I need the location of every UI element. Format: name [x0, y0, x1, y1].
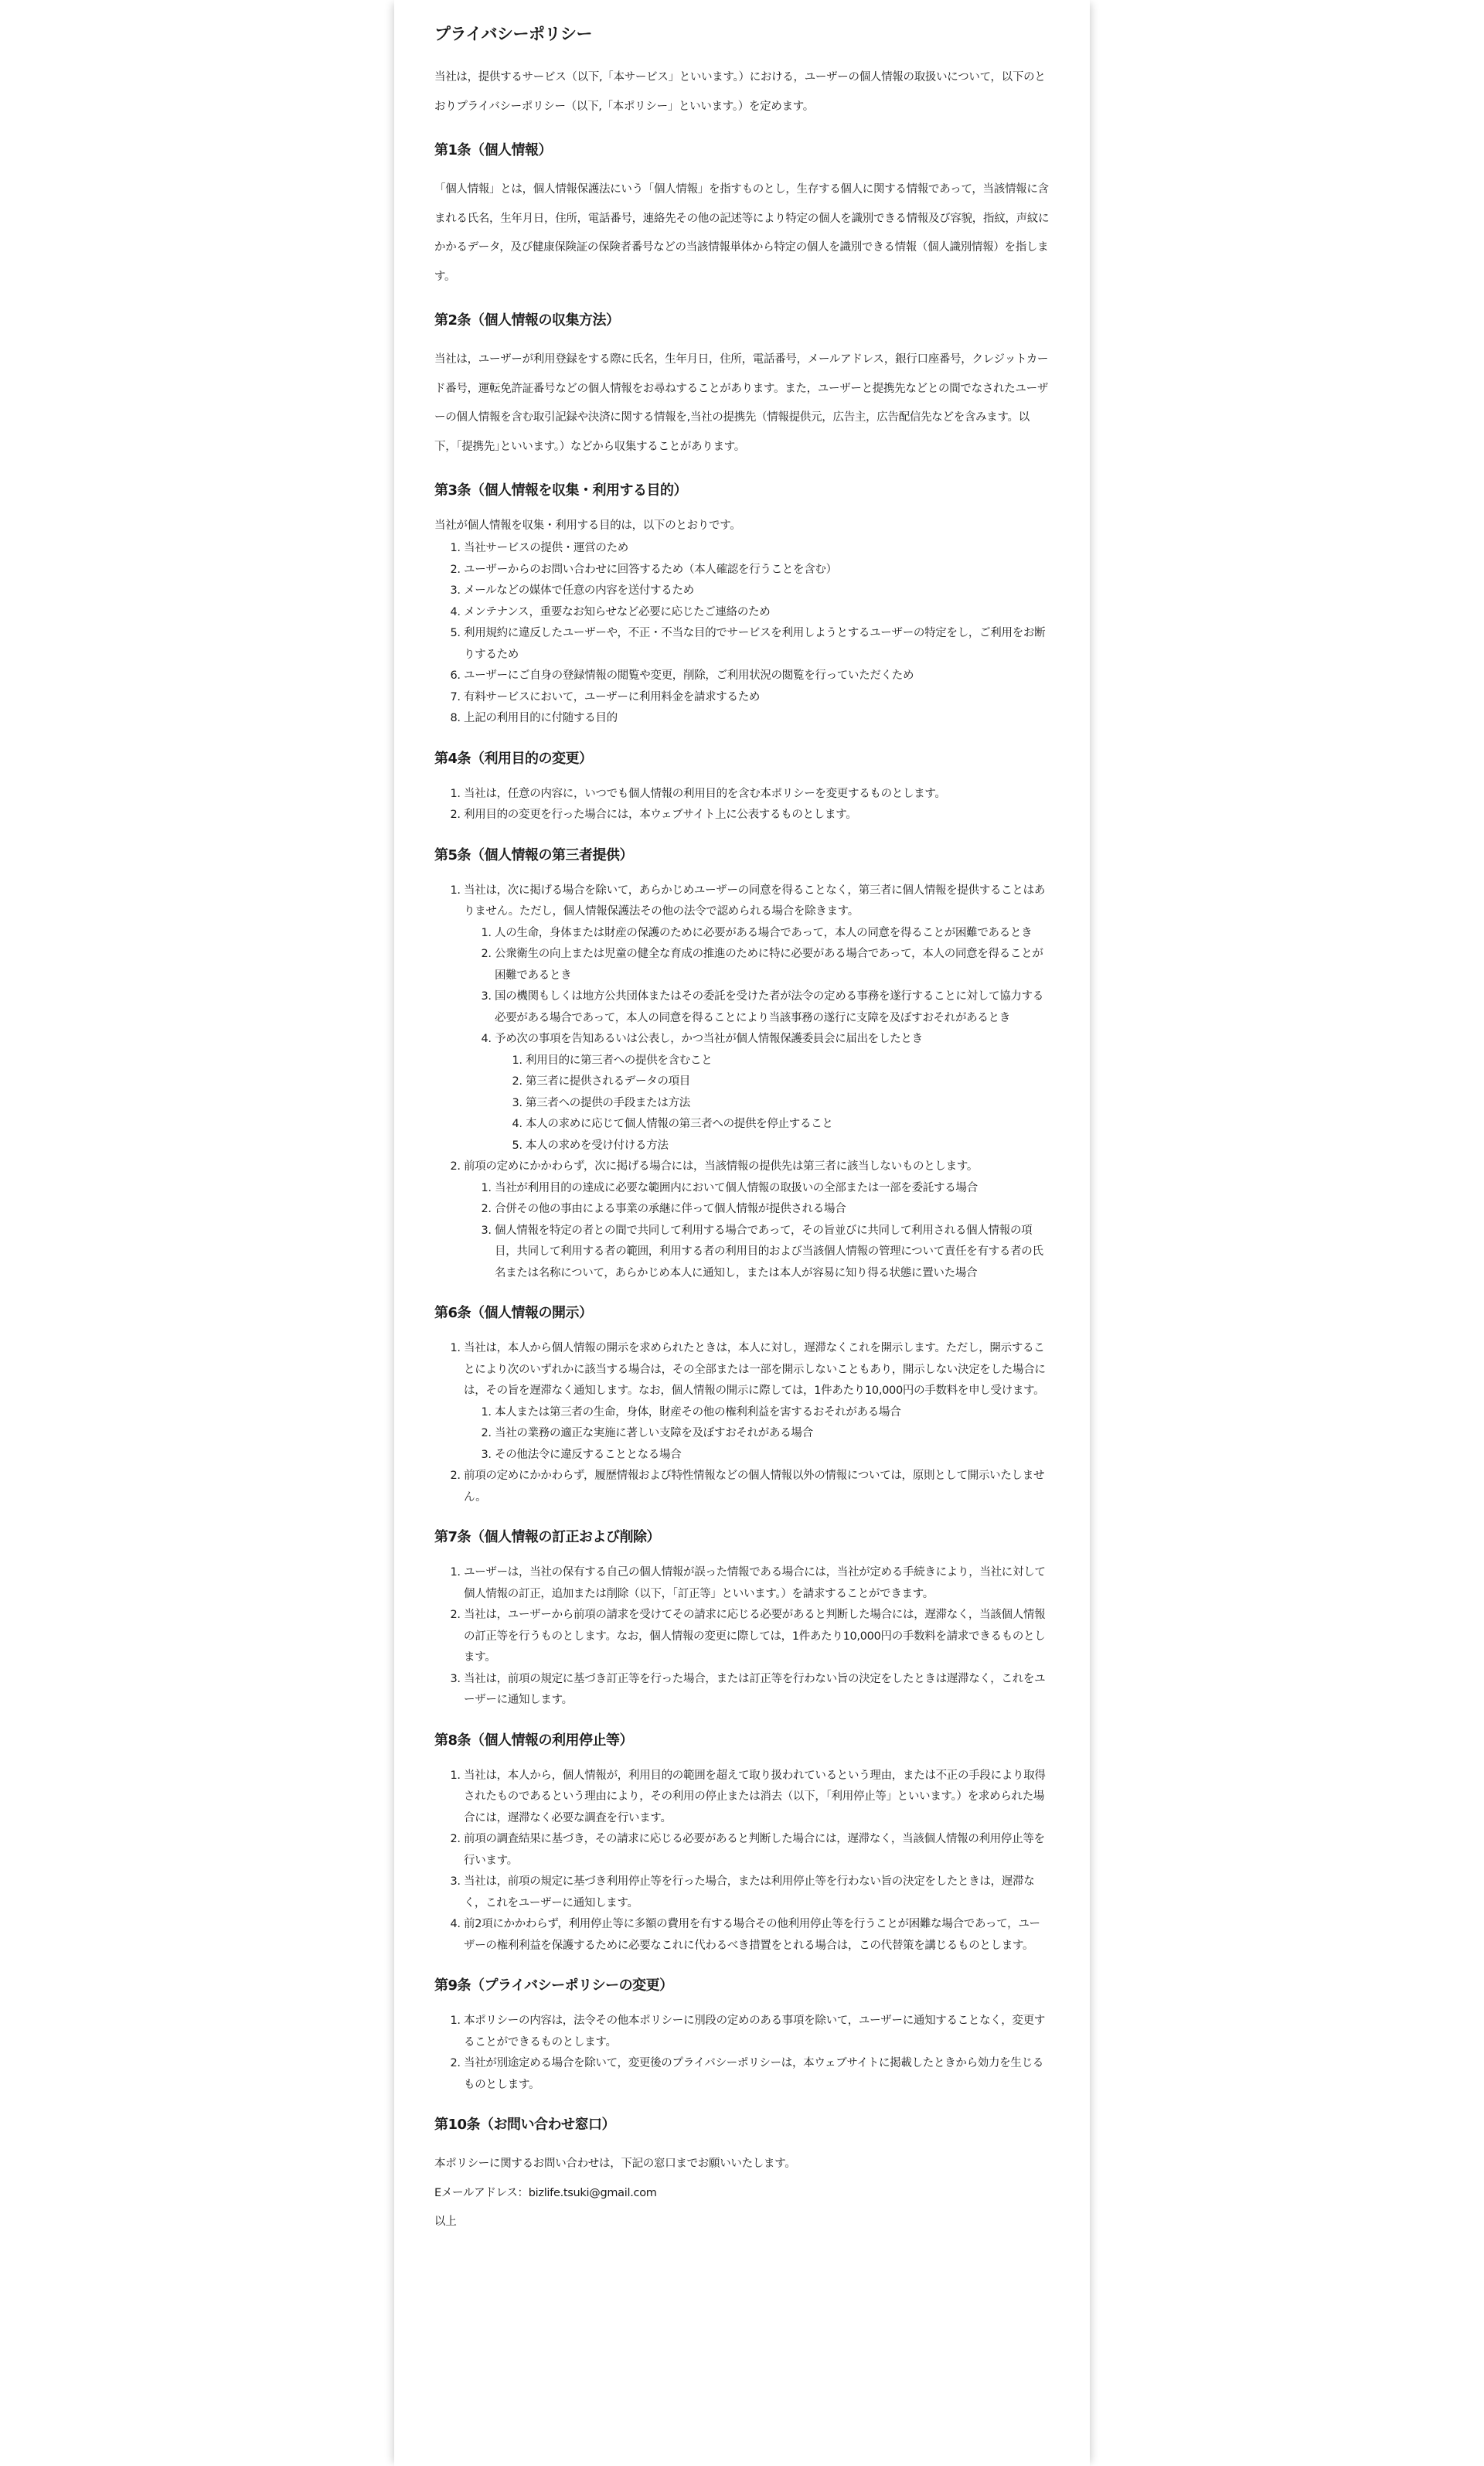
- article-2: [434, 310, 1050, 462]
- email-label: Eメールアドレス：: [434, 2186, 529, 2199]
- article-heading: 第6条（個人情報の開示）: [434, 1305, 593, 1321]
- list-item-text: 前項の定めにかかわらず，次に掲げる場合には，当該情報の提供先は第三者に該当しないものとします。: [464, 1160, 979, 1173]
- article-body: 当社は，ユーザーが利用登録をする際に氏名，生年月日，住所，電話番号，メールアドレス，銀行口座番号，クレジットカード番号，運転免許証番号などの個人情報をお尋ねすることがあります。また，ユーザーと提携先などとの間でなされたユーザーの個人情報を含む取引記録や決済に関する情報を,当社の提携先（情報提供元，広告主，広告配信先などを含みます。以下，｢提携先｣といいます。）などから収集することがあります。: [434, 353, 1049, 453]
- article-heading: 第2条（個人情報の収集方法）: [434, 312, 620, 329]
- article-7: [434, 1527, 1050, 1712]
- sub-list-item: 1. 人の生命，身体または財産の保護のために必要がある場合であって，本人の同意を得ることが困難であるとき: [495, 923, 1050, 945]
- list-item-text: 当社は，次に掲げる場合を除いて，あらかじめユーザーの同意を得ることなく，第三者に個人情報を提供することはありません。ただし，個人情報保護法その他の法令で認められる場合を除きます。: [464, 884, 1046, 918]
- article-heading: 第1条（個人情報）: [434, 142, 553, 158]
- list-item: [464, 880, 1050, 1157]
- sub-sub-list-item: 1. 利用目的に第三者への提供を含むこと: [526, 1051, 1050, 1072]
- sub-list-item-text: 予め次の事項を告知あるいは公表し，かつ当社が個人情報保護委員会に届出をしたとき: [495, 1033, 923, 1045]
- article-4: [434, 748, 1050, 826]
- closing-text: 以上: [434, 2216, 457, 2228]
- sub-list: [464, 1402, 1050, 1466]
- list-item: [464, 1156, 1050, 1284]
- list-item: 3. 当社は，前項の規定に基づき訂正等を行った場合，または訂正等を行わない旨の決定をしたときは遅滞なく，これをユーザーに通知します。: [464, 1669, 1050, 1712]
- list-item: [464, 1338, 1050, 1466]
- sub-sub-list-item: 4. 本人の求めに応じて個人情報の第三者への提供を停止すること: [526, 1114, 1050, 1136]
- list-item: 3. メールなどの媒体で任意の内容を送付するため: [464, 581, 1050, 602]
- intro-paragraph: 当社は，提供するサービス（以下,「本サービス」といいます。）における，ユーザーの個人情報の取扱いについて，以下のとおりプライバシーポリシー（以下,「本ポリシー」といいます。）を定めます。: [434, 71, 1046, 113]
- article-heading: 第8条（個人情報の利用停止等）: [434, 1732, 634, 1749]
- sub-list-item: 3. 国の機関もしくは地方公共団体またはその委託を受けた者が法令の定める事務を遂行することに対して協力する必要がある場合であって，本人の同意を得ることにより当該事務の遂行に支障を及ぼすおそれがあるとき: [495, 986, 1050, 1029]
- sub-sub-list: [495, 1051, 1050, 1157]
- list-item: 1. ユーザーは，当社の保有する自己の個人情報が誤った情報である場合には，当社が定める手続きにより，当社に対して個人情報の訂正，追加または削除（以下，「訂正等」といいます。）を請求することができます。: [464, 1562, 1050, 1605]
- list-item: 5. 利用規約に違反したユーザーや，不正・不当な目的でサービスを利用しようとするユーザーの特定をし，ご利用をお断りするため: [464, 623, 1050, 666]
- sub-sub-list-item: 2. 第三者に提供されるデータの項目: [526, 1071, 1050, 1093]
- sub-list-item: 3. 個人情報を特定の者との間で共同して利用する場合であって，その旨並びに共同して利用される個人情報の項目，共同して利用する者の範囲，利用する者の利用目的および当該個人情報の管理について責任を有する者の氏名または名称について，あらかじめ本人に通知し，または本人が容易に知り得る状態に置いた場合: [495, 1221, 1050, 1285]
- list-item: 2. ユーザーからのお問い合わせに回答するため（本人確認を行うことを含む）: [464, 560, 1050, 581]
- article-body: 「個人情報」とは，個人情報保護法にいう「個人情報」を指すものとし，生存する個人に関する情報であって，当該情報に含まれる氏名，生年月日，住所，電話番号，連絡先その他の記述等により特定の個人を識別できる情報及び容貌，指紋，声紋にかかるデータ，及び健康保険証の保険者番号などの当該情報単体から特定の個人を識別できる情報（個人識別情報）を指します。: [434, 183, 1050, 283]
- article-list: [434, 784, 1050, 826]
- article-heading: 第10条（お問い合わせ窓口）: [434, 2117, 616, 2133]
- page-title: プライバシーポリシー: [434, 25, 592, 43]
- sub-list: [464, 1178, 1050, 1285]
- list-item: 2. 当社は，ユーザーから前項の請求を受けてその請求に応じる必要があると判断した場合には，遅滞なく，当該個人情報の訂正等を行うものとします。なお，個人情報の変更に際しては，1件あたり10,000円の手数料を請求できるものとします。: [464, 1605, 1050, 1669]
- article-3: [434, 480, 1050, 730]
- list-item: 8. 上記の利用目的に付随する目的: [464, 708, 1050, 730]
- article-list: [434, 1562, 1050, 1712]
- article-6: [434, 1303, 1050, 1508]
- list-item: 2. 利用目的の変更を行った場合には，本ウェブサイト上に公表するものとします。: [464, 805, 1050, 826]
- article-heading: 第4条（利用目的の変更）: [434, 750, 593, 767]
- article-heading: 第9条（プライバシーポリシーの変更）: [434, 1977, 673, 1994]
- article-heading: 第5条（個人情報の第三者提供）: [434, 846, 634, 863]
- article-10: [434, 2114, 1050, 2237]
- contact-lead: 本ポリシーに関するお問い合わせは，下記の窓口までお願いいたします。: [434, 2158, 796, 2170]
- sub-list-item: 2. 当社の業務の適正な実施に著しい支障を及ぼすおそれがある場合: [495, 1423, 1050, 1445]
- article-lead: 当社が個人情報を収集・利用する目的は，以下のとおりです。: [434, 519, 741, 532]
- article-list: [434, 1766, 1050, 1957]
- list-item: 4. メンテナンス，重要なお知らせなど必要に応じたご連絡のため: [464, 602, 1050, 624]
- list-item: 1. 本ポリシーの内容は，法令その他本ポリシーに別段の定めのある事項を除いて，ユーザーに通知することなく，変更することができるものとします。: [464, 2011, 1050, 2053]
- article-8: [434, 1730, 1050, 1957]
- article-list: [434, 2011, 1050, 2096]
- sub-list-item: 2. 公衆衛生の向上または児童の健全な育成の推進のために特に必要がある場合であって，本人の同意を得ることが困難であるとき: [495, 944, 1050, 986]
- sub-list-item: [495, 1029, 1050, 1156]
- list-item: 2. 当社が別途定める場合を除いて，変更後のプライバシーポリシーは，本ウェブサイトに掲載したときから効力を生じるものとします。: [464, 2053, 1050, 2096]
- sub-list-item: 3. その他法令に違反することとなる場合: [495, 1445, 1050, 1466]
- list-item: 1. 当社サービスの提供・運営のため: [464, 538, 1050, 560]
- article-heading: 第7条（個人情報の訂正および削除）: [434, 1529, 661, 1545]
- list-item: 2. 前項の調査結果に基づき，その請求に応じる必要があると判断した場合には，遅滞なく，当該個人情報の利用停止等を行います。: [464, 1829, 1050, 1872]
- list-item: 3. 当社は，前項の規定に基づき利用停止等を行った場合，または利用停止等を行わない旨の決定をしたときは，遅滞なく，これをユーザーに通知します。: [464, 1872, 1050, 1914]
- list-item-text: 当社は，本人から個人情報の開示を求められたときは，本人に対し，遅滞なくこれを開示します。ただし，開示することにより次のいずれかに該当する場合は，その全部または一部を開示しないこともあり，開示しない決定をした場合には，その旨を遅滞なく通知します。なお，個人情報の開示に際しては，1件あたり10,000円の手数料を申し受けます。: [464, 1342, 1046, 1397]
- article-heading: 第3条（個人情報を収集・利用する目的）: [434, 482, 688, 499]
- sub-sub-list-item: 5. 本人の求めを受け付ける方法: [526, 1136, 1050, 1157]
- article-9: [434, 1975, 1050, 2096]
- email-address: bizlife.tsuki@gmail.com: [528, 2186, 657, 2199]
- list-item: 7. 有料サービスにおいて，ユーザーに利用料金を請求するため: [464, 687, 1050, 709]
- policy-card: [394, 0, 1090, 2466]
- article-list: [434, 1338, 1050, 1508]
- purpose-list: [434, 538, 1050, 730]
- list-item: 1. 当社は，本人から，個人情報が，利用目的の範囲を超えて取り扱われているという理由，または不正の手段により取得されたものであるという理由により，その利用の停止または消去（以下，「利用停止等」といいます。）を求められた場合には，遅滞なく必要な調査を行います。: [464, 1766, 1050, 1830]
- list-item: 4. 前2項にかかわらず，利用停止等に多額の費用を有する場合その他利用停止等を行うことが困難な場合であって，ユーザーの権利利益を保護するために必要なこれに代わるべき措置をとれる場合は，この代替策を講じるものとします。: [464, 1914, 1050, 1957]
- list-item: 1. 当社は，任意の内容に，いつでも個人情報の利用目的を含む本ポリシーを変更するものとします。: [464, 784, 1050, 806]
- article-5: [434, 845, 1050, 1285]
- article-list: [434, 880, 1050, 1285]
- article-1: [434, 140, 1050, 291]
- sub-list-item: 1. 本人または第三者の生命，身体，財産その他の権利利益を害するおそれがある場合: [495, 1402, 1050, 1424]
- list-item: 2. 前項の定めにかかわらず，履歴情報および特性情報などの個人情報以外の情報については，原則として開示いたしません。: [464, 1466, 1050, 1508]
- sub-sub-list-item: 3. 第三者への提供の手段または方法: [526, 1093, 1050, 1115]
- contact-email-line: [434, 2179, 1050, 2209]
- sub-list: [464, 923, 1050, 1157]
- sub-list-item: 2. 合併その他の事由による事業の承継に伴って個人情報が提供される場合: [495, 1199, 1050, 1221]
- list-item: 6. ユーザーにご自身の登録情報の閲覧や変更，削除，ご利用状況の閲覧を行っていただくため: [464, 666, 1050, 687]
- sub-list-item: 1. 当社が利用目的の達成に必要な範囲内において個人情報の取扱いの全部または一部を委託する場合: [495, 1178, 1050, 1200]
